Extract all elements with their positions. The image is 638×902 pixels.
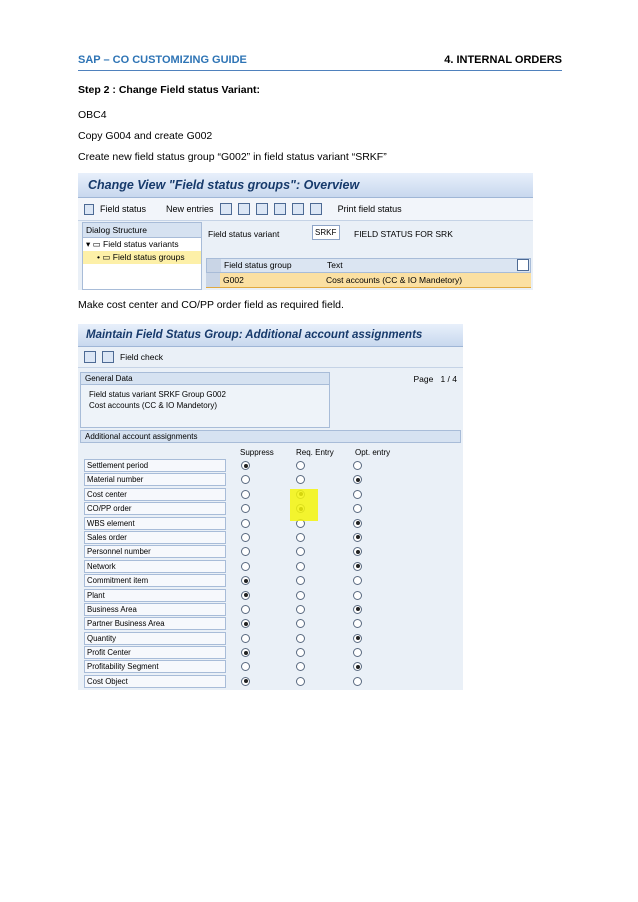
folder-icon: ▭	[92, 239, 104, 249]
table-row[interactable]	[206, 273, 531, 288]
req-radio[interactable]	[296, 662, 305, 671]
print-field-status-button[interactable]: Print field status	[337, 204, 402, 214]
undo-icon[interactable]	[256, 203, 268, 215]
opt-radio[interactable]	[353, 591, 362, 600]
field-status-groups-table	[206, 258, 531, 288]
field-label: Profitability Segment	[84, 660, 226, 673]
open-folder-icon: ▭	[102, 252, 113, 262]
step-heading: Step 2 : Change Field status Variant:	[78, 84, 261, 96]
field-list	[84, 458, 459, 688]
row-selector[interactable]	[206, 273, 220, 287]
dialog-structure-heading: Dialog Structure	[83, 223, 201, 238]
req-radio[interactable]	[296, 634, 305, 643]
field-status-variant-text: FIELD STATUS FOR SRK	[354, 229, 453, 239]
suppress-radio[interactable]	[241, 677, 250, 686]
list-item	[84, 559, 459, 573]
field-label: Business Area	[84, 603, 226, 616]
opt-radio[interactable]	[353, 662, 362, 671]
dialog-structure-tree	[82, 222, 202, 290]
tree-item-field-status-groups[interactable]: • ▭ Field status groups	[83, 251, 201, 264]
field-check-button[interactable]: Field check	[120, 352, 163, 362]
col-req-entry: Req. Entry	[296, 448, 334, 457]
col-field-status-group[interactable]: Field status group	[224, 260, 292, 270]
req-radio[interactable]	[296, 475, 305, 484]
req-radio[interactable]	[296, 605, 305, 614]
field-label: Commitment item	[84, 574, 226, 587]
col-suppress: Suppress	[240, 448, 274, 457]
select-all-icon[interactable]	[274, 203, 286, 215]
display-change-icon[interactable]	[84, 204, 94, 215]
field-label: Sales order	[84, 531, 226, 544]
table-settings-icon[interactable]	[517, 259, 529, 271]
copy-text: Copy G004 and create G002	[78, 130, 213, 142]
req-radio[interactable]	[296, 576, 305, 585]
opt-radio[interactable]	[353, 533, 362, 542]
field-status-variant-input[interactable]: SRKF	[312, 225, 340, 240]
field-label: WBS element	[84, 517, 226, 530]
req-radio[interactable]	[296, 533, 305, 542]
suppress-radio[interactable]	[241, 662, 250, 671]
opt-radio[interactable]	[353, 547, 362, 556]
req-radio[interactable]	[296, 648, 305, 657]
field-label: Quantity	[84, 632, 226, 645]
field-label: CO/PP order	[84, 502, 226, 515]
opt-radio[interactable]	[353, 461, 362, 470]
suppress-radio[interactable]	[241, 605, 250, 614]
list-item	[84, 659, 459, 673]
suppress-radio[interactable]	[241, 576, 250, 585]
screen2-title: Maintain Field Status Group: Additional account assignments	[78, 324, 463, 347]
col-opt-entry: Opt. entry	[355, 448, 391, 457]
list-item	[84, 530, 459, 544]
opt-radio[interactable]	[353, 519, 362, 528]
suppress-radio[interactable]	[241, 562, 250, 571]
field-label: Settlement period	[84, 459, 226, 472]
opt-radio[interactable]	[353, 504, 362, 513]
suppress-radio[interactable]	[241, 461, 250, 470]
previous-page-icon[interactable]	[84, 351, 96, 363]
req-radio[interactable]	[296, 461, 305, 470]
screen2-toolbar	[78, 347, 463, 368]
suppress-radio[interactable]	[241, 504, 250, 513]
opt-radio[interactable]	[353, 576, 362, 585]
field-status-variant-label: Field status variant	[208, 229, 280, 239]
screen1-toolbar	[78, 198, 533, 221]
list-item	[84, 588, 459, 602]
list-item	[84, 487, 459, 501]
list-item	[84, 458, 459, 472]
field-label: Cost Object	[84, 675, 226, 688]
req-radio[interactable]	[296, 591, 305, 600]
general-data-heading: General Data	[81, 373, 329, 385]
cell-text[interactable]: Cost accounts (CC & IO Mandetory)	[326, 275, 463, 285]
field-label: Cost center	[84, 488, 226, 501]
tree-item-field-status-variants[interactable]: ▾ ▭ Field status variants	[86, 239, 179, 249]
suppress-radio[interactable]	[241, 648, 250, 657]
expand-triangle-icon[interactable]: ▾	[86, 239, 93, 249]
list-item	[84, 674, 459, 688]
new-entries-button[interactable]: New entries	[166, 204, 214, 214]
suppress-radio[interactable]	[241, 519, 250, 528]
doc-header-title: SAP – CO CUSTOMIZING GUIDE	[78, 54, 247, 66]
list-item	[84, 645, 459, 659]
highlight-marker	[290, 489, 318, 521]
suppress-radio[interactable]	[241, 475, 250, 484]
general-data-box	[80, 372, 330, 428]
bullet-icon: •	[97, 252, 103, 262]
list-item	[84, 573, 459, 587]
field-label: Material number	[84, 473, 226, 486]
next-page-icon[interactable]	[102, 351, 114, 363]
cell-group[interactable]: G002	[223, 275, 244, 285]
list-item	[84, 501, 459, 515]
list-item	[84, 544, 459, 558]
req-radio[interactable]	[296, 677, 305, 686]
select-block-icon[interactable]	[292, 203, 304, 215]
page-indicator: Page 1 / 4	[413, 374, 457, 384]
list-item	[84, 631, 459, 645]
suppress-radio[interactable]	[241, 533, 250, 542]
req-radio[interactable]	[296, 619, 305, 628]
copy-icon[interactable]	[220, 203, 232, 215]
field-label: Partner Business Area	[84, 617, 226, 630]
opt-radio[interactable]	[353, 634, 362, 643]
opt-radio[interactable]	[353, 619, 362, 628]
deselect-all-icon[interactable]	[310, 203, 322, 215]
list-item	[84, 602, 459, 616]
opt-radio[interactable]	[353, 677, 362, 686]
field-status-button[interactable]: Field status	[100, 204, 147, 214]
opt-radio[interactable]	[353, 475, 362, 484]
screen1-title: Change View "Field status groups": Overview	[78, 173, 533, 198]
opt-radio[interactable]	[353, 490, 362, 499]
req-radio[interactable]	[296, 547, 305, 556]
field-label: Network	[84, 560, 226, 573]
additional-assignments-heading: Additional account assignments	[80, 430, 461, 443]
create-text: Create new field status group “G002” in field status variant “SRKF”	[78, 151, 387, 163]
tcode-text: OBC4	[78, 109, 107, 121]
table-header	[206, 258, 531, 273]
suppress-radio[interactable]	[241, 634, 250, 643]
suppress-radio[interactable]	[241, 619, 250, 628]
general-data-text: Cost accounts (CC & IO Mandetory)	[89, 401, 218, 410]
req-radio[interactable]	[296, 562, 305, 571]
general-data-variant: Field status variant SRKF Group G002	[89, 390, 226, 399]
list-item	[84, 616, 459, 630]
list-item	[84, 472, 459, 486]
field-label: Profit Center	[84, 646, 226, 659]
required-fields-text: Make cost center and CO/PP order field as required field.	[78, 299, 344, 311]
field-label: Plant	[84, 589, 226, 602]
opt-radio[interactable]	[353, 605, 362, 614]
opt-radio[interactable]	[353, 562, 362, 571]
maintain-field-status-group-screen	[78, 324, 463, 690]
col-text[interactable]: Text	[327, 260, 343, 270]
list-item	[84, 516, 459, 530]
opt-radio[interactable]	[353, 648, 362, 657]
field-label: Personnel number	[84, 545, 226, 558]
header-divider	[78, 70, 562, 71]
doc-header-chapter: 4. INTERNAL ORDERS	[444, 54, 562, 66]
suppress-radio[interactable]	[241, 547, 250, 556]
suppress-radio[interactable]	[241, 490, 250, 499]
suppress-radio[interactable]	[241, 591, 250, 600]
field-status-groups-screen	[78, 173, 533, 290]
delete-icon[interactable]	[238, 203, 250, 215]
